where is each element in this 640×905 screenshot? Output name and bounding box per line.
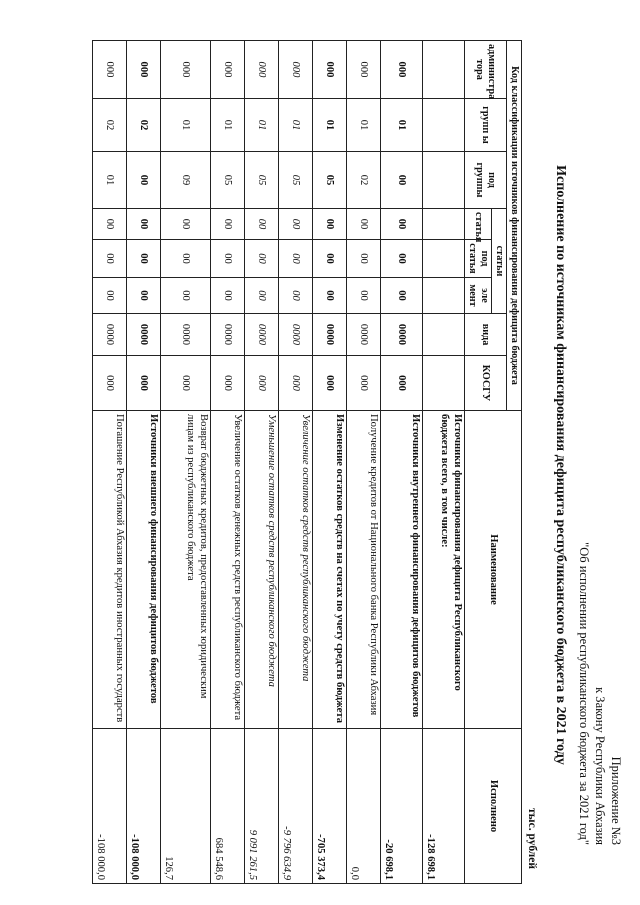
cell-article: 00 <box>279 209 313 240</box>
cell-value: -705 373,4 <box>313 729 347 884</box>
cell-value: -108 000,0 <box>127 729 161 884</box>
cell-kind: 0000 <box>127 314 161 356</box>
cell-subgroup <box>423 152 465 209</box>
cell-group <box>423 99 465 152</box>
cell-element: 00 <box>245 278 279 314</box>
cell-kind <box>423 314 465 356</box>
header-admin: администра тора <box>465 41 507 99</box>
header-subgroup: под группы <box>465 152 507 209</box>
table-row <box>381 41 423 884</box>
cell-subgroup: 05 <box>211 152 245 209</box>
cell-value: -9 796 634,9 <box>279 729 313 884</box>
cell-name: Источники внешнего финансирования дефицитов бюджетов <box>127 411 161 729</box>
cell-group: 02 <box>93 99 127 152</box>
cell-element: 00 <box>313 278 347 314</box>
table-row <box>313 41 347 884</box>
cell-article <box>423 209 465 240</box>
header-articles: статьи <box>492 209 507 314</box>
cell-group: 01 <box>347 99 381 152</box>
cell-element: 00 <box>93 278 127 314</box>
header-element: эле мент <box>465 278 492 314</box>
cell-sub: 00 <box>381 240 423 278</box>
table-row <box>423 41 465 884</box>
cell-name: Получение кредитов от Национального банка Республики Абхазия <box>347 411 381 729</box>
cell-admin: 000 <box>127 41 161 99</box>
cell-element: 00 <box>127 278 161 314</box>
cell-article: 00 <box>313 209 347 240</box>
cell-name: Источники внутреннего финансирования дефицитов бюджетов <box>381 411 423 729</box>
cell-article: 00 <box>127 209 161 240</box>
cell-admin: 000 <box>245 41 279 99</box>
header-sub: под статья <box>465 240 492 278</box>
cell-group: 01 <box>245 99 279 152</box>
cell-kosgu: 000 <box>127 356 161 411</box>
cell-kosgu <box>423 356 465 411</box>
cell-admin: 000 <box>381 41 423 99</box>
table-row <box>211 41 245 884</box>
cell-value: -128 698,1 <box>423 729 465 884</box>
cell-admin: 000 <box>347 41 381 99</box>
cell-admin <box>423 41 465 99</box>
cell-article: 00 <box>381 209 423 240</box>
cell-sub: 00 <box>211 240 245 278</box>
cell-subgroup: 05 <box>313 152 347 209</box>
cell-subgroup: 00 <box>127 152 161 209</box>
cell-article: 00 <box>211 209 245 240</box>
cell-value: 9 091 261,5 <box>245 729 279 884</box>
cell-article: 00 <box>347 209 381 240</box>
cell-sub: 00 <box>347 240 381 278</box>
cell-group: 01 <box>279 99 313 152</box>
cell-value: -108 000,0 <box>93 729 127 884</box>
appendix-line-1: Приложение №3 <box>609 756 623 845</box>
header-group: групп ы <box>465 99 507 152</box>
cell-kosgu: 000 <box>279 356 313 411</box>
cell-kosgu: 000 <box>161 356 211 411</box>
cell-value: -20 698,1 <box>381 729 423 884</box>
cell-element: 00 <box>161 278 211 314</box>
cell-admin: 000 <box>161 41 211 99</box>
cell-admin: 000 <box>279 41 313 99</box>
table-row <box>279 41 313 884</box>
cell-element: 00 <box>211 278 245 314</box>
cell-group: 01 <box>381 99 423 152</box>
cell-value: 684 548,6 <box>211 729 245 884</box>
header-execution: Исполнено <box>465 729 522 884</box>
appendix-block <box>576 542 624 845</box>
cell-kind: 0000 <box>211 314 245 356</box>
cell-sub: 00 <box>279 240 313 278</box>
appendix-line-2: к Закону Республики Абхазия <box>593 687 607 845</box>
cell-kosgu: 000 <box>93 356 127 411</box>
cell-group: 01 <box>313 99 347 152</box>
cell-group: 02 <box>127 99 161 152</box>
cell-kind: 0000 <box>347 314 381 356</box>
cell-group: 01 <box>211 99 245 152</box>
cell-sub: 00 <box>245 240 279 278</box>
cell-name: Изменение остатков средств на счетах по учету средств бюджета <box>313 411 347 729</box>
cell-element: 00 <box>381 278 423 314</box>
table-row <box>161 41 211 884</box>
cell-sub: 00 <box>313 240 347 278</box>
cell-sub: 00 <box>93 240 127 278</box>
cell-sub <box>423 240 465 278</box>
cell-name: Уменьшение остатков средств республиканского бюджета <box>245 411 279 729</box>
cell-subgroup: 02 <box>347 152 381 209</box>
cell-kosgu: 000 <box>381 356 423 411</box>
document-title: Исполнение по источникам финансирования дефицита республиканского бюджета в 2021 году <box>553 165 568 765</box>
cell-value: 0,0 <box>347 729 381 884</box>
cell-kosgu: 000 <box>313 356 347 411</box>
cell-kosgu: 000 <box>347 356 381 411</box>
appendix-line-3: "Об исполнении республиканского бюджета за 2021 год" <box>577 542 591 845</box>
header-article: статья <box>465 209 492 240</box>
cell-kosgu: 000 <box>211 356 245 411</box>
cell-kind: 0000 <box>279 314 313 356</box>
cell-name: Погашение Республикой Абхазия кредитов иностранных государств <box>93 411 127 729</box>
cell-sub: 00 <box>161 240 211 278</box>
cell-subgroup: 00 <box>381 152 423 209</box>
cell-name: Увеличение остатков средств республиканского бюджета <box>279 411 313 729</box>
cell-element: 00 <box>279 278 313 314</box>
cell-article: 00 <box>161 209 211 240</box>
cell-element: 00 <box>347 278 381 314</box>
header-name: Наименование <box>465 411 522 729</box>
cell-kind: 0000 <box>245 314 279 356</box>
cell-admin: 000 <box>211 41 245 99</box>
cell-group: 01 <box>161 99 211 152</box>
cell-sub: 00 <box>127 240 161 278</box>
cell-kind: 0000 <box>93 314 127 356</box>
header-kind: вида <box>465 314 507 356</box>
cell-kind: 0000 <box>161 314 211 356</box>
cell-name: Увеличение остатков денежных средств республиканского бюджета <box>211 411 245 729</box>
cell-value: 126,7 <box>161 729 211 884</box>
table-row <box>245 41 279 884</box>
cell-name: Источники финансирования дефицита Республиканского бюджета всего, в том числе: <box>423 411 465 729</box>
cell-kosgu: 000 <box>245 356 279 411</box>
header-code-group: Код классификации источников финансирования дефицита бюджета <box>507 41 522 411</box>
table-body <box>93 41 465 884</box>
deficit-sources-table <box>92 40 522 884</box>
header-kosgu: КОСГУ <box>465 356 507 411</box>
cell-element <box>423 278 465 314</box>
cell-subgroup: 09 <box>161 152 211 209</box>
table-row <box>347 41 381 884</box>
cell-admin: 000 <box>313 41 347 99</box>
cell-subgroup: 05 <box>245 152 279 209</box>
cell-admin: 000 <box>93 41 127 99</box>
table-row <box>127 41 161 884</box>
cell-name: Возврат бюджетных кредитов, предоставленных юридическим лицам из республиканского бюджета <box>161 411 211 729</box>
table-row <box>93 41 127 884</box>
cell-article: 00 <box>245 209 279 240</box>
units-label: тыс. рублей <box>526 808 538 869</box>
cell-subgroup: 01 <box>93 152 127 209</box>
cell-kind: 0000 <box>381 314 423 356</box>
cell-article: 00 <box>93 209 127 240</box>
cell-subgroup: 05 <box>279 152 313 209</box>
cell-kind: 0000 <box>313 314 347 356</box>
